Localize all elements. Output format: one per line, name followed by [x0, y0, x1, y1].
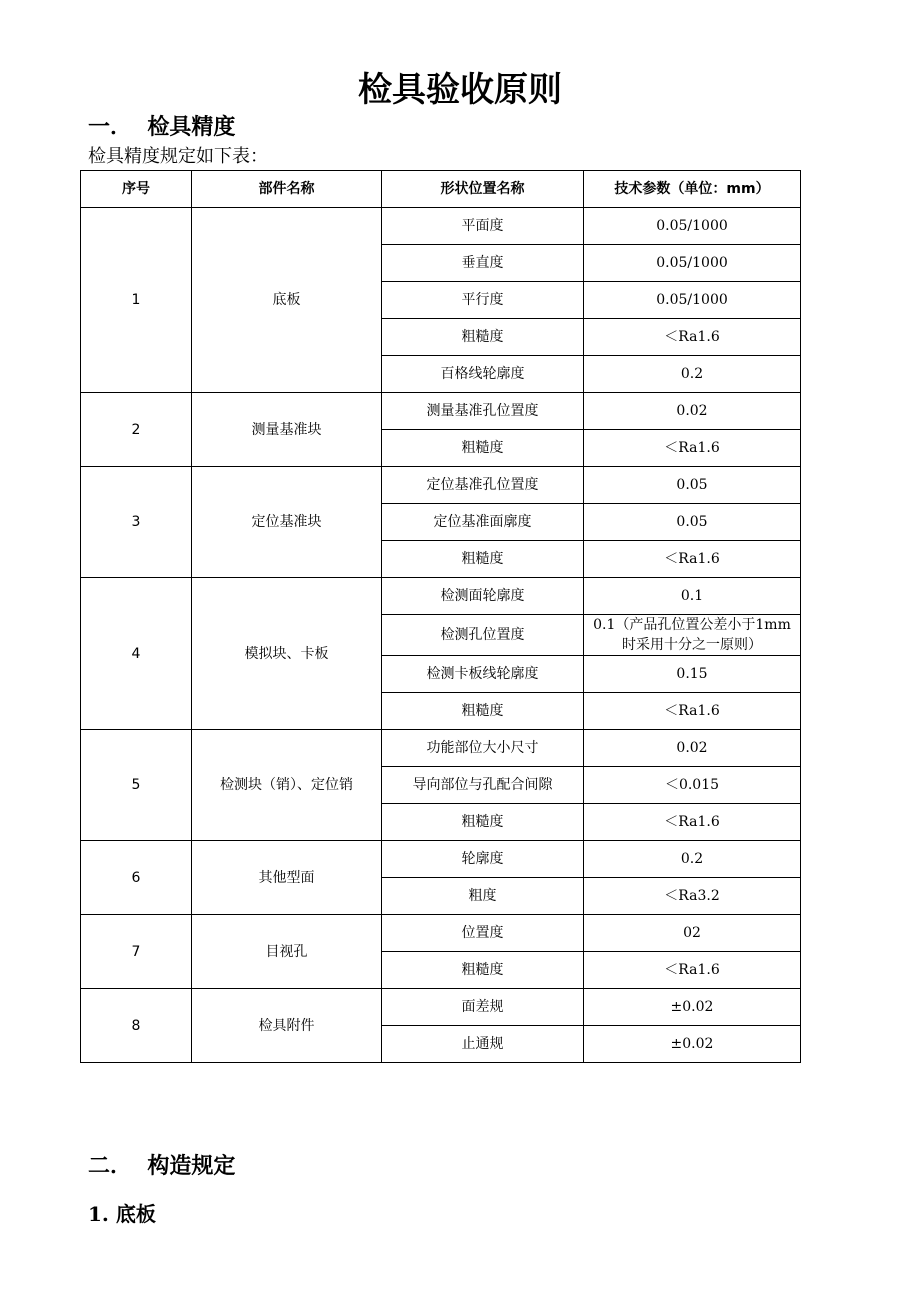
cell-shape: 平面度 — [382, 208, 584, 245]
table-row — [81, 578, 801, 615]
cell-no: 4 — [81, 578, 192, 730]
cell-param: ＜Ra1.6 — [584, 952, 801, 989]
cell-no: 8 — [81, 989, 192, 1063]
document-title: 检具验收原则 — [358, 70, 562, 110]
header-shape-name: 形状位置名称 — [382, 171, 584, 208]
cell-no: 6 — [81, 841, 192, 915]
cell-shape: 粗糙度 — [382, 541, 584, 578]
cell-part: 检测块（销）、定位销 — [192, 730, 382, 841]
cell-part: 模拟块、卡板 — [192, 578, 382, 730]
cell-no: 2 — [81, 393, 192, 467]
cell-shape: 粗糙度 — [382, 804, 584, 841]
cell-shape: 导向部位与孔配合间隙 — [382, 767, 584, 804]
table-row — [81, 915, 801, 952]
section-heading-structure: 二． 构造规定 — [88, 1154, 236, 1179]
table-row — [81, 730, 801, 767]
cell-param: ＜0.015 — [584, 767, 801, 804]
cell-param-note: 0.1（产品孔位置公差小于1mm 时采用十分之一原则） — [584, 615, 801, 656]
cell-param: ±0.02 — [584, 989, 801, 1026]
table-row — [81, 989, 801, 1026]
cell-shape: 定位基准面廓度 — [382, 504, 584, 541]
cell-part: 其他型面 — [192, 841, 382, 915]
cell-no: 1 — [81, 208, 192, 393]
cell-param: ＜Ra1.6 — [584, 693, 801, 730]
cell-param: ＜Ra3.2 — [584, 878, 801, 915]
header-tech-param: 技术参数（单位：mm） — [584, 171, 801, 208]
cell-shape: 检测面轮廓度 — [382, 578, 584, 615]
cell-param: 0.1 — [584, 578, 801, 615]
accuracy-table — [80, 170, 801, 1063]
cell-param: 0.05/1000 — [584, 245, 801, 282]
header-part-name: 部件名称 — [192, 171, 382, 208]
cell-shape: 测量基准孔位置度 — [382, 393, 584, 430]
cell-shape: 垂直度 — [382, 245, 584, 282]
cell-shape: 粗糙度 — [382, 319, 584, 356]
section-heading-accuracy: 一． 检具精度 — [88, 115, 236, 140]
cell-shape: 粗度 — [382, 878, 584, 915]
cell-no: 5 — [81, 730, 192, 841]
cell-param: ±0.02 — [584, 1026, 801, 1063]
cell-shape: 粗糙度 — [382, 430, 584, 467]
cell-part: 底板 — [192, 208, 382, 393]
cell-shape: 平行度 — [382, 282, 584, 319]
table-row — [81, 393, 801, 430]
cell-shape: 位置度 — [382, 915, 584, 952]
cell-shape: 止通规 — [382, 1026, 584, 1063]
cell-param: ＜Ra1.6 — [584, 430, 801, 467]
table-row — [81, 208, 801, 245]
cell-param: 0.02 — [584, 393, 801, 430]
table-row — [81, 841, 801, 878]
header-no: 序号 — [81, 171, 192, 208]
cell-shape: 检测孔位置度 — [382, 615, 584, 656]
cell-param: 0.2 — [584, 841, 801, 878]
cell-param: 0.05 — [584, 504, 801, 541]
cell-part: 定位基准块 — [192, 467, 382, 578]
cell-param: 0.2 — [584, 356, 801, 393]
cell-param: 0.05/1000 — [584, 208, 801, 245]
cell-param: 0.05 — [584, 467, 801, 504]
cell-part: 检具附件 — [192, 989, 382, 1063]
cell-param: 02 — [584, 915, 801, 952]
cell-param: 0.15 — [584, 656, 801, 693]
table-header-row — [81, 171, 801, 208]
cell-param: ＜Ra1.6 — [584, 319, 801, 356]
cell-shape: 轮廓度 — [382, 841, 584, 878]
cell-shape: 面差规 — [382, 989, 584, 1026]
cell-shape: 粗糙度 — [382, 693, 584, 730]
cell-shape: 定位基准孔位置度 — [382, 467, 584, 504]
cell-param: ＜Ra1.6 — [584, 804, 801, 841]
table-row — [81, 467, 801, 504]
cell-param: 0.05/1000 — [584, 282, 801, 319]
intro-text: 检具精度规定如下表： — [88, 146, 268, 167]
cell-no: 7 — [81, 915, 192, 989]
cell-param: ＜Ra1.6 — [584, 541, 801, 578]
cell-param: 0.02 — [584, 730, 801, 767]
cell-part: 目视孔 — [192, 915, 382, 989]
cell-shape: 百格线轮廓度 — [382, 356, 584, 393]
cell-part: 测量基准块 — [192, 393, 382, 467]
cell-shape: 检测卡板线轮廓度 — [382, 656, 584, 693]
cell-shape: 粗糙度 — [382, 952, 584, 989]
subsection-heading-baseplate: 1. 底板 — [88, 1202, 156, 1226]
cell-no: 3 — [81, 467, 192, 578]
cell-shape: 功能部位大小尺寸 — [382, 730, 584, 767]
